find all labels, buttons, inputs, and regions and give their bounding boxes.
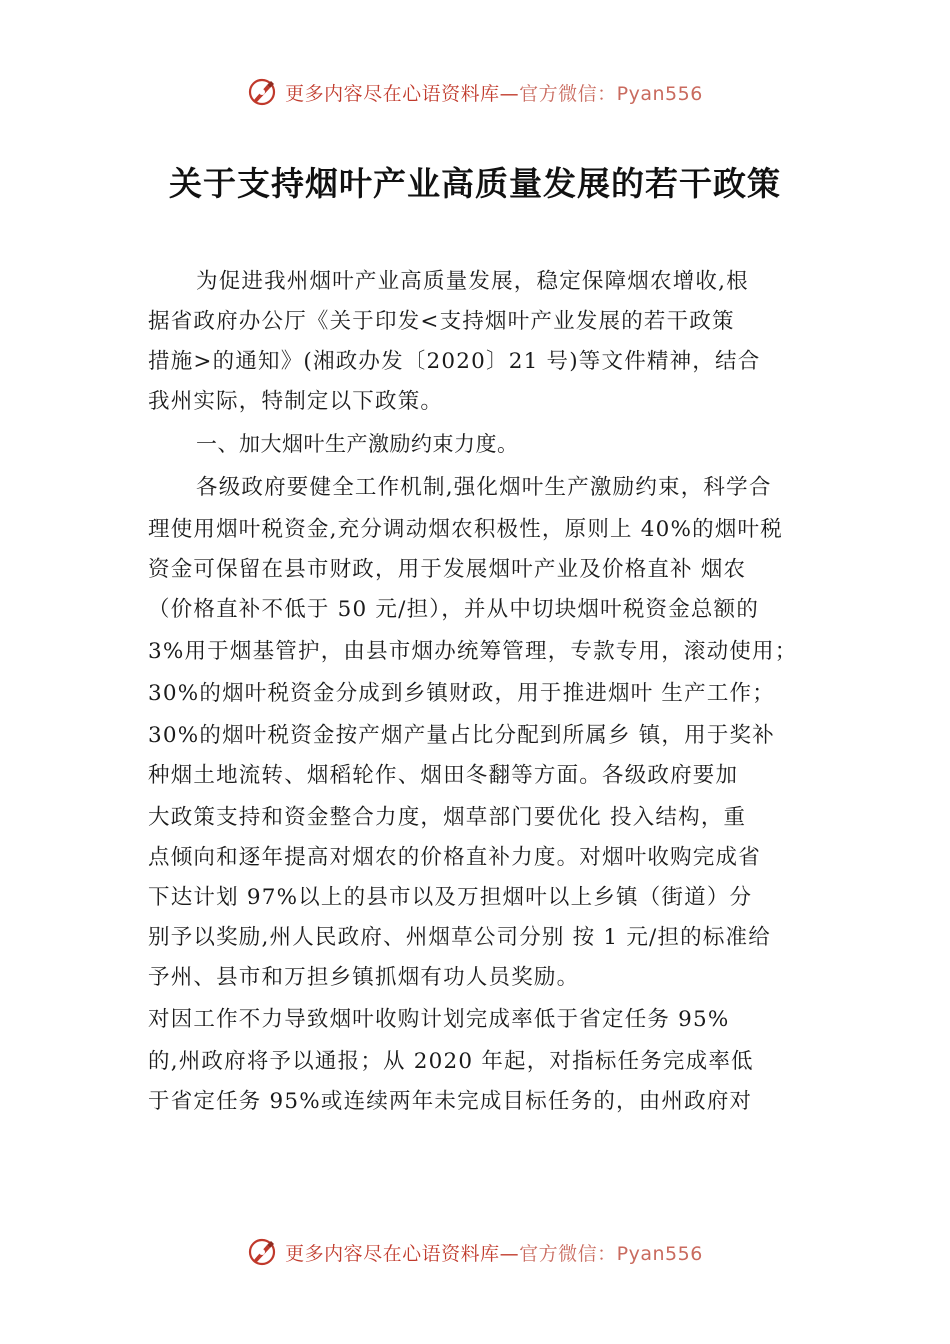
body-line: 于省定任务 95%或连续两年未完成目标任务的，由州政府对 (148, 1089, 753, 1114)
watermark-contact-text: 官方微信：Pyan556 (519, 1242, 703, 1265)
body-line: 种烟土地流转、烟稻轮作、烟田冬翻等方面。各级政府要加 (148, 763, 739, 788)
body-line: 为促进我州烟叶产业高质量发展，稳定保障烟农增收,根 (196, 269, 749, 294)
header-watermark-banner (0, 72, 950, 112)
body-line: 措施>的通知》(湘政办发〔2020〕21 号)等文件精神，结合 (148, 349, 761, 374)
body-line: 30%的烟叶税资金分成到乡镇财政，用于推进烟叶 生产工作； (148, 681, 775, 706)
body-line: 我州实际，特制定以下政策。 (148, 389, 444, 414)
body-line: （价格直补不低于 50 元/担），并从中切块烟叶税资金总额的 (148, 597, 760, 622)
body-line: 的,州政府将予以通报；从 2020 年起，对指标任务完成率低 (148, 1049, 754, 1074)
pen-circle-icon (247, 1237, 277, 1267)
body-line: 下达计划 97%以上的县市以及万担烟叶以上乡镇（街道）分 (148, 885, 753, 910)
body-line: 别予以奖励,州人民政府、州烟草公司分别 按 1 元/担的标准给 (148, 925, 771, 950)
body-line: 资金可保留在县市财政，用于发展烟叶产业及价格直补 烟农 (148, 557, 747, 582)
document-title: 关于支持烟叶产业高质量发展的若干政策 (169, 164, 781, 203)
body-line: 予州、县市和万担乡镇抓烟有功人员奖励。 (148, 965, 580, 990)
pen-circle-icon (247, 77, 277, 107)
body-line: 对因工作不力导致烟叶收购计划完成率低于省定任务 95% (148, 1007, 730, 1032)
body-line: 30%的烟叶税资金按产烟产量占比分配到所属乡 镇，用于奖补 (148, 723, 775, 748)
body-line: 理使用烟叶税资金,充分调动烟农积极性，原则上 40%的烟叶税 (148, 517, 783, 542)
watermark-main-text: 更多内容尽在心语资料库— (285, 1242, 520, 1265)
watermark-contact-text: 官方微信：Pyan556 (519, 82, 703, 105)
section-heading: 一、加大烟叶生产激励约束力度。 (196, 432, 519, 456)
footer-watermark-banner (0, 1232, 950, 1272)
body-line: 3%用于烟基管护，由县市烟办统筹管理，专款专用，滚动使用； (148, 639, 798, 664)
watermark-text (285, 1239, 703, 1266)
body-line: 各级政府要健全工作机制,强化烟叶生产激励约束，科学合 (196, 475, 772, 500)
body-line: 点倾向和逐年提高对烟农的价格直补力度。对烟叶收购完成省 (148, 845, 761, 870)
body-line: 据省政府办公厅《关于印发<支持烟叶产业发展的若干政策 (148, 309, 735, 334)
watermark-main-text: 更多内容尽在心语资料库— (285, 82, 520, 105)
watermark-text (285, 79, 703, 106)
body-line: 大政策支持和资金整合力度，烟草部门要优化 投入结构，重 (148, 805, 747, 830)
